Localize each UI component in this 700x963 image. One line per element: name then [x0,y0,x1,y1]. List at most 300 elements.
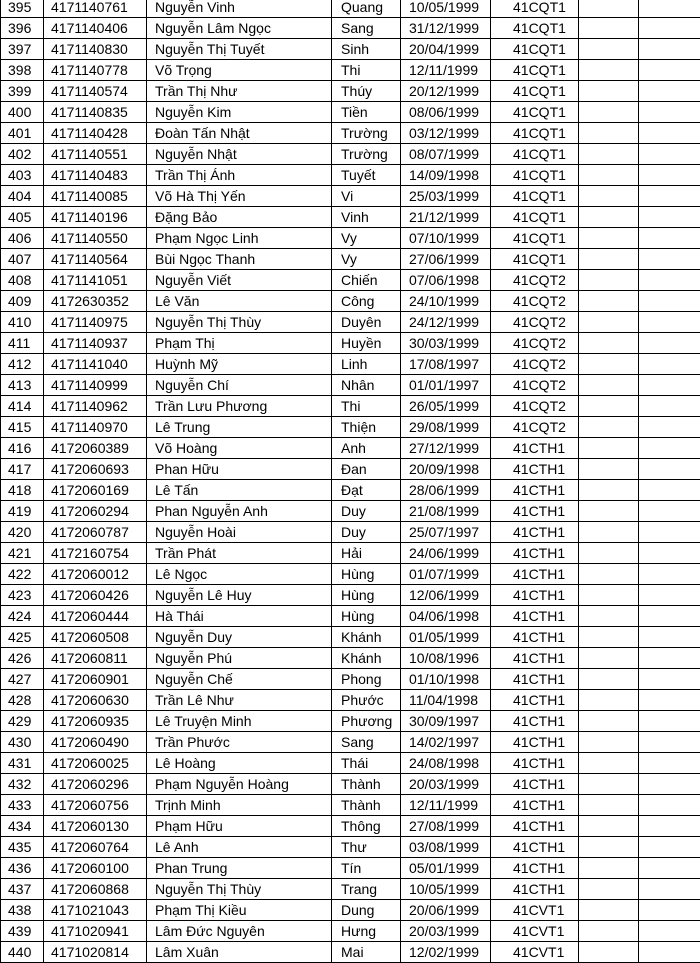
surname-cell: Nguyễn Thị Tuyết [147,39,332,60]
blank-cell-1 [579,396,639,417]
row-number-cell: 434 [1,816,44,837]
birth-date-cell: 27/08/1999 [401,816,491,837]
surname-cell: Trần Lưu Phương [147,396,332,417]
blank-cell-1 [579,165,639,186]
given-name-cell: Trường [332,144,401,165]
blank-cell-1 [579,102,639,123]
given-name-cell: Sang [332,732,401,753]
row-number-cell: 398 [1,60,44,81]
class-code-cell: 41CTH1 [491,522,579,543]
row-number-cell: 428 [1,690,44,711]
blank-cell-2 [639,543,700,564]
class-code-cell: 41CQT1 [491,0,579,18]
student-id-cell: 4172060787 [44,522,147,543]
given-name-cell: Vy [332,249,401,270]
table-row [1,438,700,459]
surname-cell: Lâm Xuân [147,942,332,963]
student-id-cell: 4171140483 [44,165,147,186]
birth-date-cell: 24/12/1999 [401,312,491,333]
birth-date-cell: 12/11/1999 [401,795,491,816]
surname-cell: Lê Anh [147,837,332,858]
table-row [1,858,700,879]
birth-date-cell: 28/06/1999 [401,480,491,501]
table-row [1,0,700,18]
row-number-cell: 405 [1,207,44,228]
given-name-cell: Duy [332,522,401,543]
student-id-cell: 4172060756 [44,795,147,816]
row-number-cell: 399 [1,81,44,102]
given-name-cell: Chiến [332,270,401,291]
given-name-cell: Sinh [332,39,401,60]
student-id-cell: 4171140085 [44,186,147,207]
class-code-cell: 41CTH1 [491,606,579,627]
row-number-cell: 401 [1,123,44,144]
surname-cell: Nguyễn Vinh [147,0,332,18]
blank-cell-1 [579,375,639,396]
blank-cell-2 [639,459,700,480]
blank-cell-2 [639,228,700,249]
row-number-cell: 407 [1,249,44,270]
birth-date-cell: 10/05/1999 [401,0,491,18]
row-number-cell: 412 [1,354,44,375]
birth-date-cell: 08/07/1999 [401,144,491,165]
surname-cell: Phạm Thị [147,333,332,354]
blank-cell-1 [579,60,639,81]
given-name-cell: Mai [332,942,401,963]
row-number-cell: 414 [1,396,44,417]
blank-cell-2 [639,123,700,144]
student-id-cell: 4171140835 [44,102,147,123]
given-name-cell: Sang [332,18,401,39]
class-code-cell: 41CTH1 [491,774,579,795]
surname-cell: Nguyễn Phú [147,648,332,669]
student-id-cell: 4171140937 [44,333,147,354]
blank-cell-1 [579,837,639,858]
class-code-cell: 41CTH1 [491,564,579,585]
blank-cell-2 [639,81,700,102]
student-id-cell: 4172060100 [44,858,147,879]
class-code-cell: 41CVT1 [491,900,579,921]
surname-cell: Lê Truyện Minh [147,711,332,732]
given-name-cell: Thông [332,816,401,837]
given-name-cell: Thiện [332,417,401,438]
table-row [1,228,700,249]
blank-cell-2 [639,333,700,354]
table-row [1,795,700,816]
class-code-cell: 41CTH1 [491,753,579,774]
student-id-cell: 4171141051 [44,270,147,291]
class-code-cell: 41CQT2 [491,396,579,417]
birth-date-cell: 31/12/1999 [401,18,491,39]
birth-date-cell: 21/12/1999 [401,207,491,228]
blank-cell-2 [639,207,700,228]
surname-cell: Lê Hoàng [147,753,332,774]
given-name-cell: Thi [332,60,401,81]
blank-cell-2 [639,816,700,837]
blank-cell-2 [639,291,700,312]
table-row [1,207,700,228]
row-number-cell: 402 [1,144,44,165]
birth-date-cell: 12/06/1999 [401,585,491,606]
given-name-cell: Hùng [332,585,401,606]
birth-date-cell: 26/05/1999 [401,396,491,417]
class-code-cell: 41CQT2 [491,312,579,333]
table-row [1,354,700,375]
surname-cell: Lê Tấn [147,480,332,501]
given-name-cell: Quang [332,0,401,18]
blank-cell-1 [579,585,639,606]
row-number-cell: 423 [1,585,44,606]
student-id-cell: 4172060764 [44,837,147,858]
student-id-cell: 4171140970 [44,417,147,438]
given-name-cell: Vy [332,228,401,249]
surname-cell: Trần Lê Như [147,690,332,711]
class-code-cell: 41CQT2 [491,375,579,396]
student-id-cell: 4172060868 [44,879,147,900]
blank-cell-1 [579,207,639,228]
student-id-cell: 4172060025 [44,753,147,774]
class-code-cell: 41CQT2 [491,354,579,375]
class-code-cell: 41CQT1 [491,60,579,81]
table-row [1,459,700,480]
row-number-cell: 425 [1,627,44,648]
table-row [1,543,700,564]
given-name-cell: Trường [332,123,401,144]
surname-cell: Lê Trung [147,417,332,438]
surname-cell: Nguyễn Kim [147,102,332,123]
blank-cell-1 [579,795,639,816]
surname-cell: Trần Thị Ánh [147,165,332,186]
row-number-cell: 429 [1,711,44,732]
table-row [1,291,700,312]
class-code-cell: 41CTH1 [491,648,579,669]
given-name-cell: Thi [332,396,401,417]
blank-cell-1 [579,249,639,270]
table-row [1,312,700,333]
surname-cell: Võ Hà Thị Yến [147,186,332,207]
blank-cell-2 [639,858,700,879]
table-row [1,585,700,606]
class-code-cell: 41CTH1 [491,732,579,753]
given-name-cell: Huyền [332,333,401,354]
blank-cell-1 [579,942,639,963]
table-row [1,333,700,354]
table-row [1,711,700,732]
table-row [1,522,700,543]
row-number-cell: 415 [1,417,44,438]
birth-date-cell: 03/08/1999 [401,837,491,858]
blank-cell-2 [639,795,700,816]
row-number-cell: 440 [1,942,44,963]
row-number-cell: 439 [1,921,44,942]
birth-date-cell: 10/08/1996 [401,648,491,669]
given-name-cell: Vinh [332,207,401,228]
class-code-cell: 41CQT1 [491,102,579,123]
blank-cell-1 [579,123,639,144]
row-number-cell: 422 [1,564,44,585]
blank-cell-1 [579,417,639,438]
student-id-cell: 4172160754 [44,543,147,564]
blank-cell-2 [639,585,700,606]
blank-cell-2 [639,606,700,627]
surname-cell: Phạm Hữu [147,816,332,837]
blank-cell-2 [639,249,700,270]
surname-cell: Nguyễn Hoài [147,522,332,543]
class-code-cell: 41CTH1 [491,690,579,711]
table-row [1,165,700,186]
blank-cell-1 [579,543,639,564]
row-number-cell: 404 [1,186,44,207]
blank-cell-1 [579,18,639,39]
birth-date-cell: 21/08/1999 [401,501,491,522]
birth-date-cell: 01/07/1999 [401,564,491,585]
row-number-cell: 416 [1,438,44,459]
student-id-cell: 4172630352 [44,291,147,312]
row-number-cell: 418 [1,480,44,501]
blank-cell-1 [579,39,639,60]
given-name-cell: Duyên [332,312,401,333]
given-name-cell: Hùng [332,564,401,585]
class-code-cell: 41CTH1 [491,543,579,564]
student-id-cell: 4172060426 [44,585,147,606]
birth-date-cell: 20/03/1999 [401,921,491,942]
blank-cell-1 [579,900,639,921]
class-code-cell: 41CVT1 [491,921,579,942]
blank-cell-2 [639,522,700,543]
given-name-cell: Anh [332,438,401,459]
row-number-cell: 419 [1,501,44,522]
given-name-cell: Phước [332,690,401,711]
table-row [1,606,700,627]
table-row [1,81,700,102]
student-id-cell: 4171140761 [44,0,147,18]
blank-cell-1 [579,0,639,18]
blank-cell-1 [579,354,639,375]
blank-cell-1 [579,606,639,627]
row-number-cell: 395 [1,0,44,18]
row-number-cell: 430 [1,732,44,753]
blank-cell-2 [639,102,700,123]
birth-date-cell: 24/08/1998 [401,753,491,774]
blank-cell-2 [639,417,700,438]
birth-date-cell: 25/07/1997 [401,522,491,543]
given-name-cell: Thành [332,795,401,816]
blank-cell-1 [579,690,639,711]
blank-cell-2 [639,648,700,669]
blank-cell-2 [639,501,700,522]
row-number-cell: 432 [1,774,44,795]
student-id-cell: 4171140196 [44,207,147,228]
blank-cell-1 [579,627,639,648]
given-name-cell: Hùng [332,606,401,627]
birth-date-cell: 12/11/1999 [401,60,491,81]
blank-cell-2 [639,732,700,753]
birth-date-cell: 11/04/1998 [401,690,491,711]
birth-date-cell: 17/08/1997 [401,354,491,375]
birth-date-cell: 20/09/1998 [401,459,491,480]
surname-cell: Phạm Nguyễn Hoàng [147,774,332,795]
student-id-cell: 4171140550 [44,228,147,249]
student-id-cell: 4172060630 [44,690,147,711]
blank-cell-1 [579,438,639,459]
surname-cell: Phạm Thị Kiều [147,900,332,921]
student-id-cell: 4171140999 [44,375,147,396]
blank-cell-1 [579,711,639,732]
birth-date-cell: 27/06/1999 [401,249,491,270]
blank-cell-2 [639,438,700,459]
blank-cell-2 [639,396,700,417]
blank-cell-1 [579,333,639,354]
birth-date-cell: 29/08/1999 [401,417,491,438]
given-name-cell: Thúy [332,81,401,102]
birth-date-cell: 24/10/1999 [401,291,491,312]
blank-cell-2 [639,627,700,648]
student-id-cell: 4172060130 [44,816,147,837]
surname-cell: Võ Trọng [147,60,332,81]
birth-date-cell: 20/04/1999 [401,39,491,60]
table-row [1,270,700,291]
given-name-cell: Khánh [332,648,401,669]
student-id-cell: 4172060012 [44,564,147,585]
surname-cell: Đặng Bảo [147,207,332,228]
row-number-cell: 409 [1,291,44,312]
class-code-cell: 41CTH1 [491,438,579,459]
class-code-cell: 41CQT1 [491,207,579,228]
class-code-cell: 41CQT2 [491,333,579,354]
student-id-cell: 4172060935 [44,711,147,732]
student-id-cell: 4172060296 [44,774,147,795]
blank-cell-1 [579,774,639,795]
class-code-cell: 41CQT1 [491,249,579,270]
given-name-cell: Tuyết [332,165,401,186]
blank-cell-2 [639,921,700,942]
surname-cell: Phan Trung [147,858,332,879]
row-number-cell: 435 [1,837,44,858]
row-number-cell: 406 [1,228,44,249]
surname-cell: Nguyễn Viết [147,270,332,291]
class-code-cell: 41CQT2 [491,417,579,438]
table-row [1,837,700,858]
blank-cell-1 [579,669,639,690]
student-id-cell: 4172060490 [44,732,147,753]
blank-cell-2 [639,354,700,375]
surname-cell: Nguyễn Lâm Ngọc [147,18,332,39]
blank-cell-2 [639,690,700,711]
given-name-cell: Nhân [332,375,401,396]
table-row [1,564,700,585]
class-code-cell: 41CQT1 [491,18,579,39]
blank-cell-2 [639,39,700,60]
row-number-cell: 396 [1,18,44,39]
student-id-cell: 4172060444 [44,606,147,627]
given-name-cell: Thư [332,837,401,858]
birth-date-cell: 24/06/1999 [401,543,491,564]
table-row [1,102,700,123]
birth-date-cell: 07/06/1998 [401,270,491,291]
surname-cell: Nguyễn Chí [147,375,332,396]
surname-cell: Nguyễn Lê Huy [147,585,332,606]
blank-cell-2 [639,711,700,732]
blank-cell-1 [579,648,639,669]
birth-date-cell: 27/12/1999 [401,438,491,459]
table-row [1,501,700,522]
birth-date-cell: 04/06/1998 [401,606,491,627]
class-code-cell: 41CQT1 [491,165,579,186]
surname-cell: Trịnh Minh [147,795,332,816]
birth-date-cell: 25/03/1999 [401,186,491,207]
table-row [1,816,700,837]
blank-cell-1 [579,522,639,543]
blank-cell-2 [639,60,700,81]
blank-cell-2 [639,18,700,39]
table-row [1,417,700,438]
table-row [1,774,700,795]
student-id-cell: 4171140778 [44,60,147,81]
class-code-cell: 41CQT1 [491,144,579,165]
row-number-cell: 431 [1,753,44,774]
given-name-cell: Vi [332,186,401,207]
blank-cell-1 [579,921,639,942]
class-code-cell: 41CTH1 [491,585,579,606]
student-id-cell: 4171020814 [44,942,147,963]
table-row [1,480,700,501]
blank-cell-1 [579,564,639,585]
row-number-cell: 397 [1,39,44,60]
table-row [1,921,700,942]
table-row [1,732,700,753]
blank-cell-2 [639,900,700,921]
table-row [1,900,700,921]
row-number-cell: 433 [1,795,44,816]
table-row [1,396,700,417]
given-name-cell: Thành [332,774,401,795]
birth-date-cell: 01/05/1999 [401,627,491,648]
given-name-cell: Hưng [332,921,401,942]
student-id-cell: 4172060811 [44,648,147,669]
surname-cell: Lê Ngọc [147,564,332,585]
birth-date-cell: 03/12/1999 [401,123,491,144]
surname-cell: Đoàn Tấn Nhật [147,123,332,144]
blank-cell-1 [579,858,639,879]
class-code-cell: 41CQT1 [491,39,579,60]
row-number-cell: 421 [1,543,44,564]
row-number-cell: 426 [1,648,44,669]
birth-date-cell: 07/10/1999 [401,228,491,249]
row-number-cell: 410 [1,312,44,333]
given-name-cell: Công [332,291,401,312]
row-number-cell: 436 [1,858,44,879]
birth-date-cell: 20/06/1999 [401,900,491,921]
surname-cell: Hà Thái [147,606,332,627]
given-name-cell: Dung [332,900,401,921]
surname-cell: Nguyễn Duy [147,627,332,648]
class-code-cell: 41CTH1 [491,858,579,879]
blank-cell-1 [579,144,639,165]
blank-cell-1 [579,186,639,207]
blank-cell-1 [579,291,639,312]
row-number-cell: 403 [1,165,44,186]
class-code-cell: 41CVT1 [491,942,579,963]
table-row [1,123,700,144]
birth-date-cell: 08/06/1999 [401,102,491,123]
given-name-cell: Phương [332,711,401,732]
birth-date-cell: 30/09/1997 [401,711,491,732]
blank-cell-2 [639,480,700,501]
row-number-cell: 408 [1,270,44,291]
blank-cell-1 [579,228,639,249]
given-name-cell: Tiền [332,102,401,123]
student-id-cell: 4171140428 [44,123,147,144]
